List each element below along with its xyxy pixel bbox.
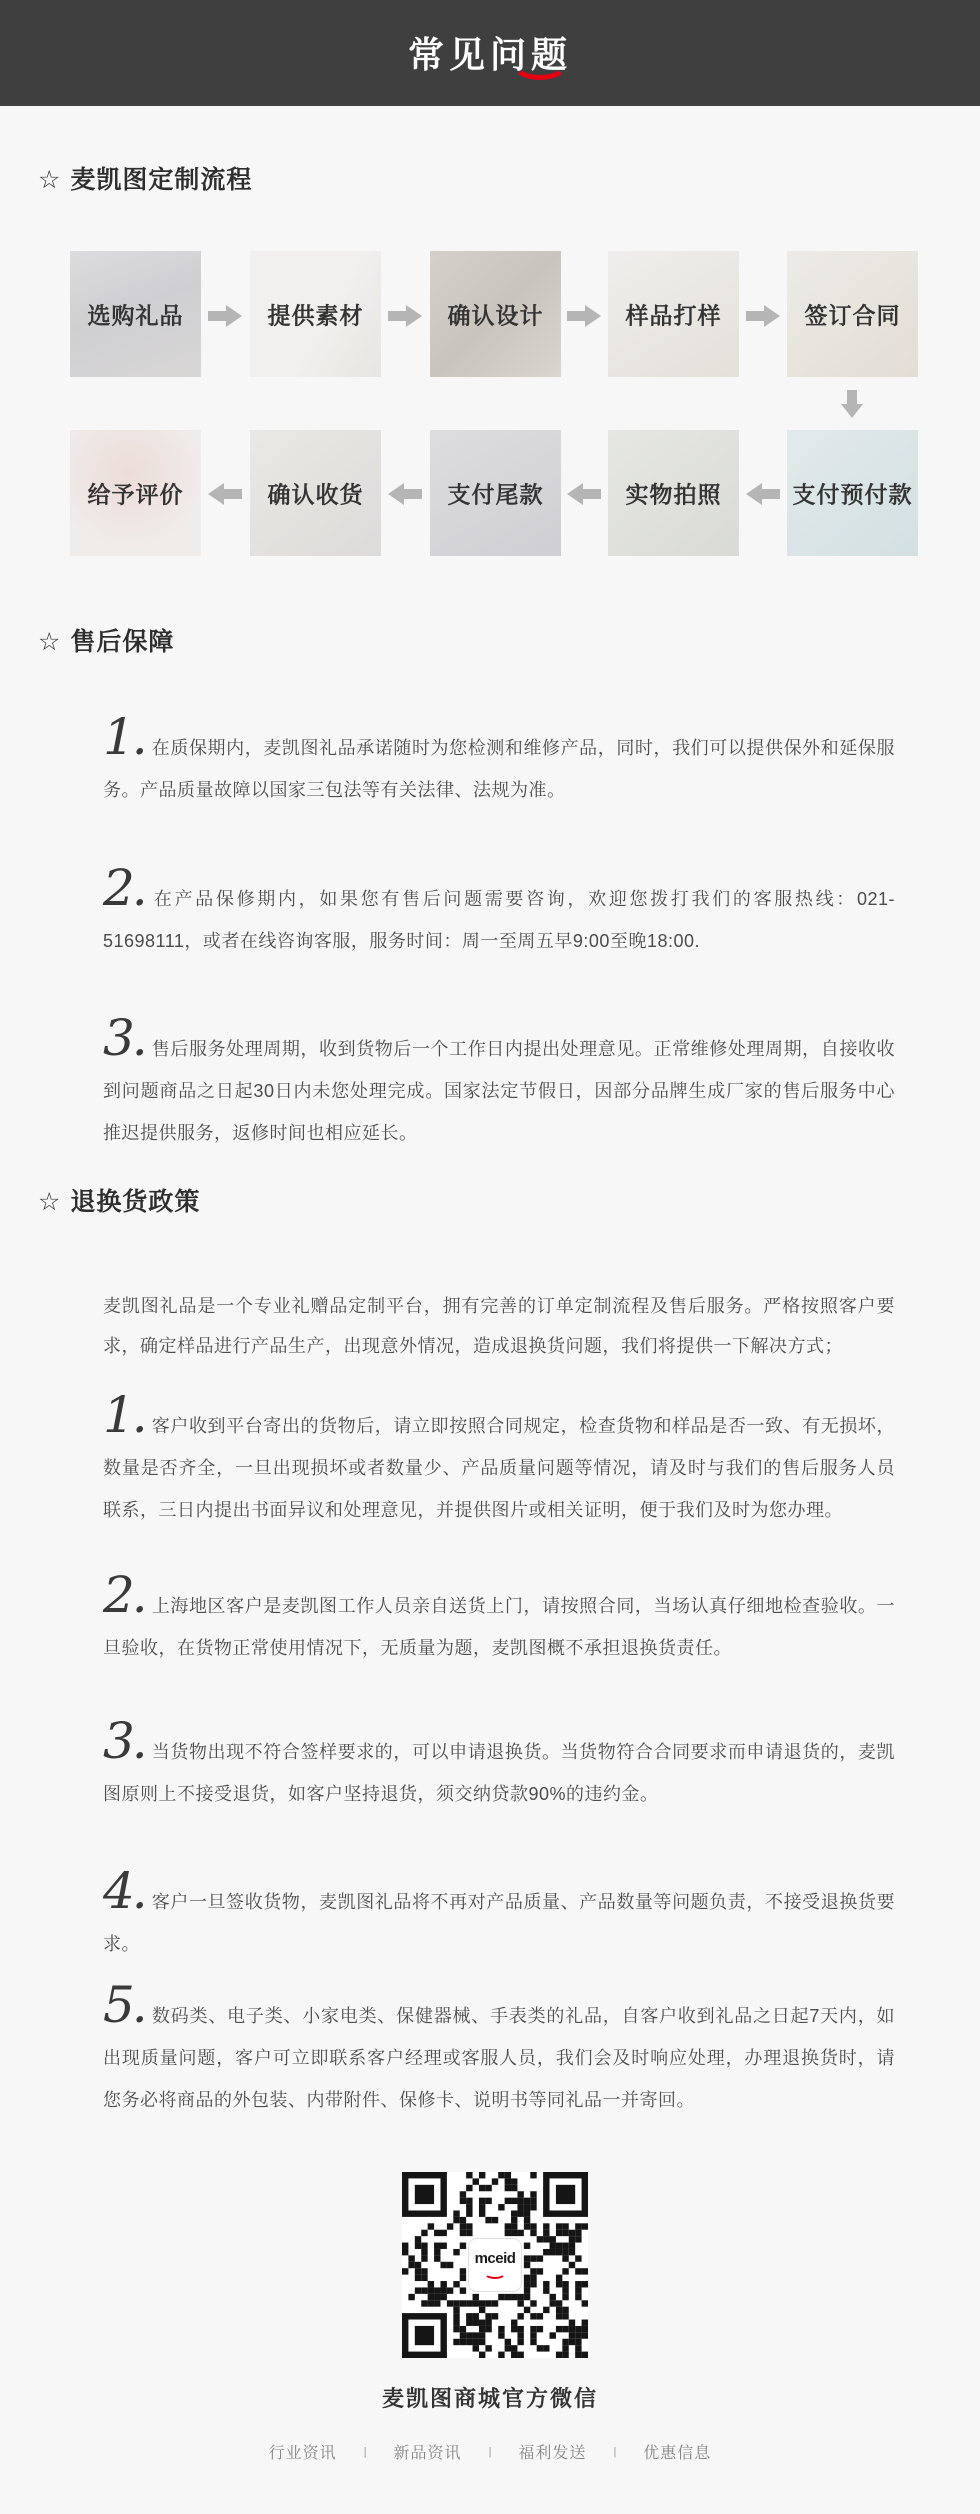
section-heading-returns-label: 退换货政策 — [70, 1188, 201, 1216]
step-label: 支付预付款 — [792, 481, 913, 508]
step-give-review — [70, 430, 201, 556]
step-label: 给予评价 — [87, 481, 184, 508]
returns-item-4 — [103, 1862, 895, 1965]
item-text: 客户一旦签收货物，麦凯图礼品将不再对产品质量、产品数量等问题负责，不接受退换货要求。 — [103, 1892, 895, 1954]
item-number: 3. — [103, 1712, 145, 1770]
wechat-qr-code — [402, 2172, 588, 2358]
footer-link-industry-news[interactable]: 行业资讯 — [268, 2445, 337, 2462]
section-heading-returns — [38, 1186, 200, 1218]
step-confirm-receipt — [250, 430, 381, 556]
footer-separator: | — [488, 2445, 492, 2458]
section-heading-aftersales — [38, 626, 174, 658]
returns-item-5 — [103, 1976, 895, 2121]
step-select-gifts — [70, 251, 201, 377]
step-label: 支付尾款 — [447, 481, 544, 508]
qr-center-logo — [468, 2238, 522, 2292]
returns-item-1 — [103, 1386, 895, 1531]
item-text: 在产品保修期内，如果您有售后问题需要咨询，欢迎您拨打我们的客服热线：021-51698111，或者在线咨询客服，服务时间：周一至周五早9:00至晚18:00. — [103, 889, 895, 951]
step-label: 选购礼品 — [87, 302, 184, 329]
page-title: 常见问题 — [407, 34, 572, 75]
step-pay-balance — [430, 430, 561, 556]
item-text: 当货物出现不符合签样要求的，可以申请退换货。当货物符合合同要求而申请退货的，麦凯图原则上不接受退货，如客户坚持退货，须交纳贷款90%的违约金。 — [103, 1742, 895, 1804]
step-label: 确认收货 — [267, 481, 364, 508]
item-number: 4. — [103, 1862, 145, 1920]
aftersales-item-3 — [103, 1009, 895, 1154]
aftersales-item-2 — [103, 859, 895, 962]
step-label: 提供素材 — [267, 302, 364, 329]
page-header — [0, 0, 980, 106]
brand-logo-text: mceid — [474, 2250, 516, 2267]
footer-separator: | — [613, 2445, 617, 2458]
returns-item-2 — [103, 1566, 895, 1669]
item-text: 售后服务处理周期，收到货物后一个工作日内提出处理意见。正常维修处理周期，自接收收到问题商品之日起30日内未您处理完成。国家法定节假日，因部分品牌生成厂家的售后服务中心推迟提供服务，返修时间也相应延长。 — [103, 1039, 895, 1143]
step-pay-deposit — [787, 430, 918, 556]
aftersales-item-1 — [103, 708, 895, 811]
item-text: 客户收到平台寄出的货物后，请立即按照合同规定，检查货物和样品是否一致、有无损坏，数量是否齐全，一旦出现损坏或者数量少、产品质量问题等情况，请及时与我们的售后服务人员联系，三日内提出书面异议和处理意见，并提供图片或相关证明，便于我们及时为您办理。 — [103, 1416, 895, 1520]
step-label: 确认设计 — [447, 302, 544, 329]
item-number: 5. — [103, 1976, 145, 2034]
item-number: 3. — [103, 1009, 145, 1067]
step-sample-proofing — [608, 251, 739, 377]
section-heading-aftersales-label: 售后保障 — [70, 628, 175, 656]
step-label: 实物拍照 — [625, 481, 722, 508]
footer-link-new-products[interactable]: 新品资讯 — [393, 2445, 462, 2462]
footer-link-promotions[interactable]: 优惠信息 — [643, 2445, 712, 2462]
item-text: 上海地区客户是麦凯图工作人员亲自送货上门，请按照合同，当场认真仔细地检查验收。一旦验收，在货物正常使用情况下，无质量为题，麦凯图概不承担退换货责任。 — [103, 1596, 895, 1658]
returns-intro: 麦凯图礼品是一个专业礼赠品定制平台，拥有完善的订单定制流程及售后服务。严格按照客户要求，确定样品进行产品生产，出现意外情况，造成退换货问题，我们将提供一下解决方式； — [103, 1296, 895, 1356]
star-icon: ☆ — [38, 628, 62, 656]
item-number: 1. — [103, 1386, 145, 1444]
item-number: 2. — [103, 1566, 145, 1624]
step-label: 样品打样 — [625, 302, 722, 329]
star-icon: ☆ — [38, 1188, 62, 1216]
smile-accent-icon — [512, 48, 568, 80]
smile-accent-icon — [484, 2267, 506, 2279]
qr-caption: 麦凯图商城官方微信 — [381, 2386, 598, 2411]
step-label: 签订合同 — [804, 302, 901, 329]
footer-link-benefits[interactable]: 福利发送 — [518, 2445, 587, 2462]
section-heading-process — [38, 164, 252, 196]
footer-separator: | — [363, 2445, 367, 2458]
arrow-left-icon — [208, 483, 242, 505]
item-number: 2. — [103, 859, 145, 917]
step-sign-contract — [787, 251, 918, 377]
step-product-photos — [608, 430, 739, 556]
step-confirm-design — [430, 251, 561, 377]
item-number: 1. — [103, 708, 145, 766]
arrow-right-icon — [208, 305, 242, 327]
returns-item-3 — [103, 1712, 895, 1815]
section-heading-process-label: 麦凯图定制流程 — [70, 166, 253, 194]
item-text: 数码类、电子类、小家电类、保健器械、手表类的礼品，自客户收到礼品之日起7天内，如出现质量问题，客户可立即联系客户经理或客服人员，我们会及时响应处理，办理退换货时，请您务必将商品的外包装、内带附件、保修卡、说明书等同礼品一并寄回。 — [103, 2006, 895, 2110]
step-provide-materials — [250, 251, 381, 377]
arrow-down-icon — [841, 390, 863, 418]
footer-links — [0, 2440, 980, 2463]
star-icon: ☆ — [38, 166, 62, 194]
item-text: 在质保期内，麦凯图礼品承诺随时为您检测和维修产品，同时，我们可以提供保外和延保服务。产品质量故障以国家三包法等有关法律、法规为准。 — [103, 738, 895, 800]
arrow-left-icon — [388, 483, 422, 505]
arrow-right-icon — [388, 305, 422, 327]
